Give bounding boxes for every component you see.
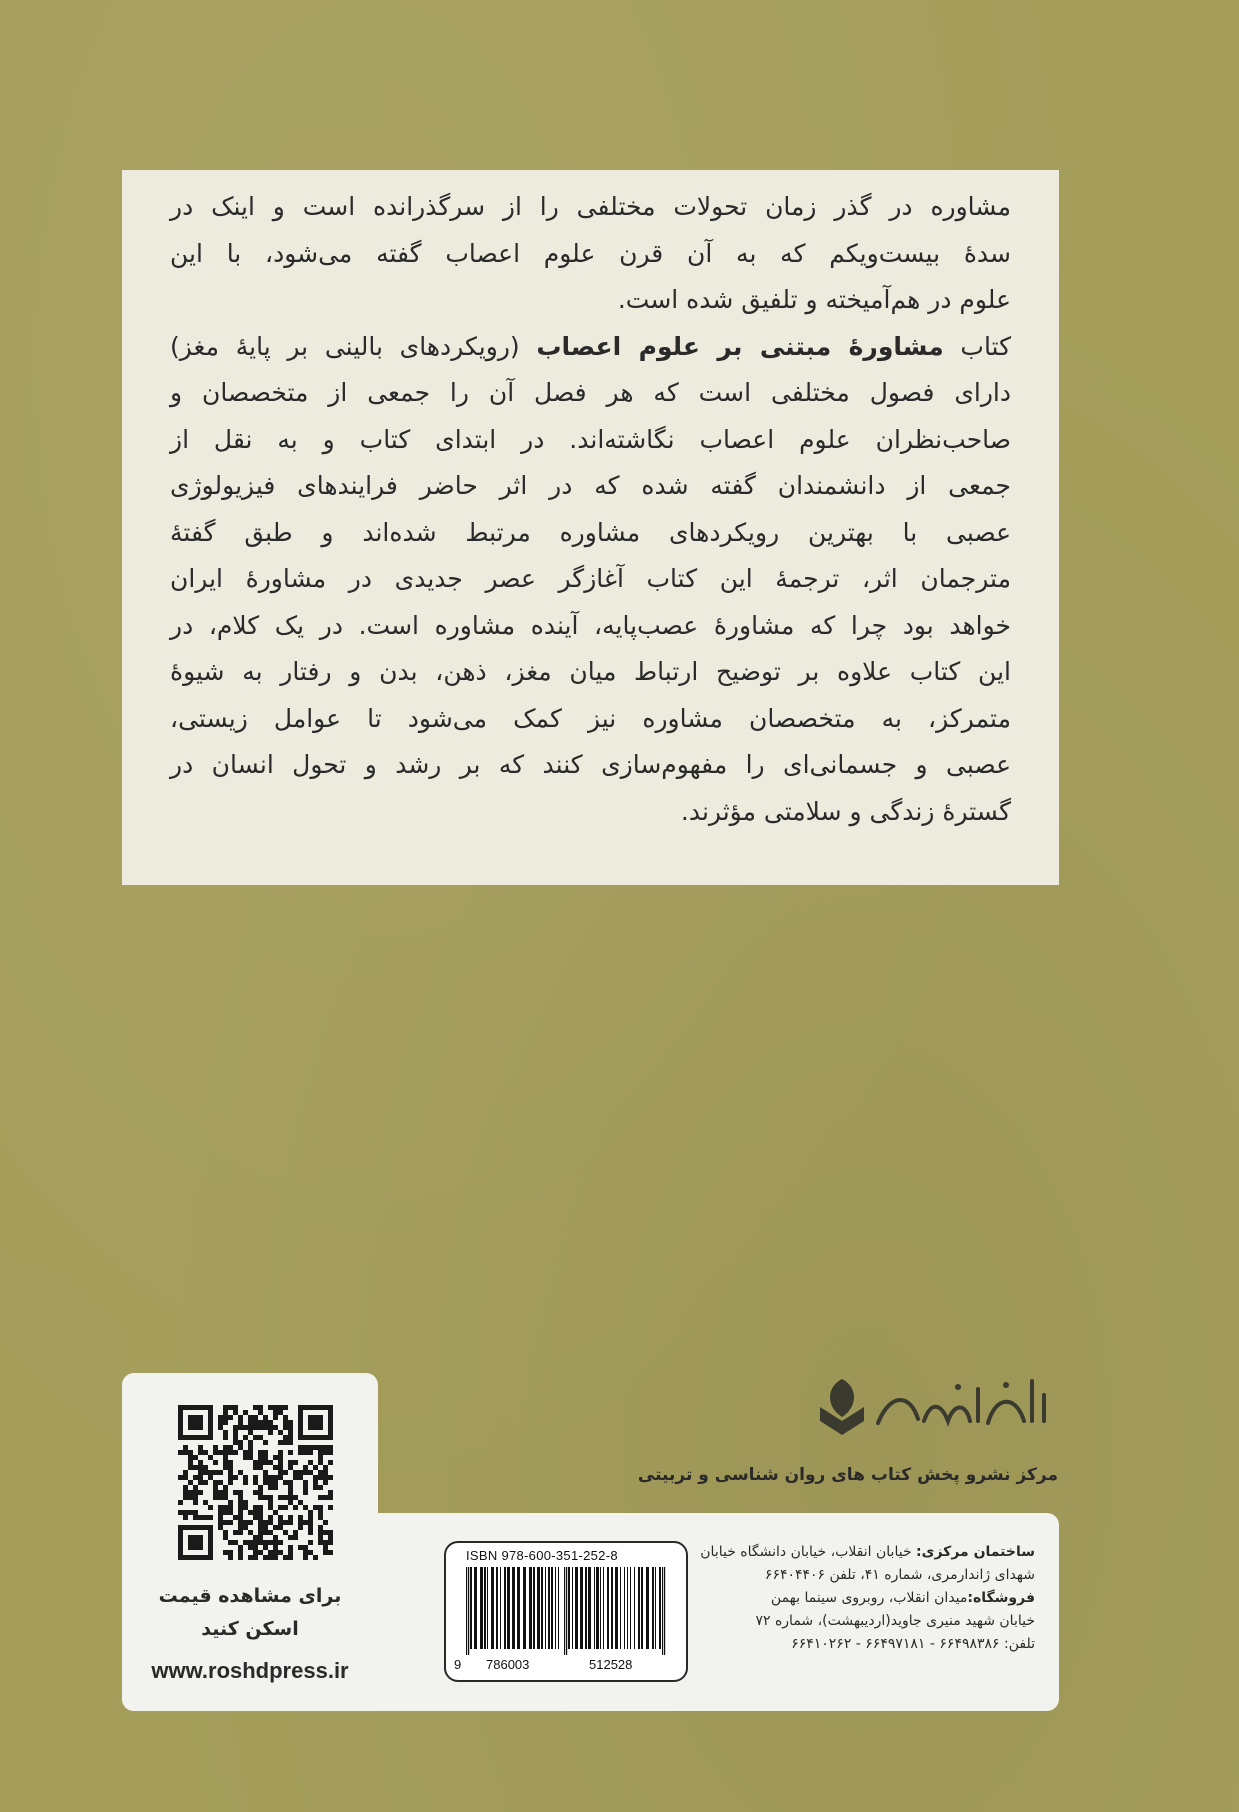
blurb-line: این کتاب علاوه بر توضیح ارتباط میان مغز، ذهن، بدن و رفتار به شیوهٔ <box>170 657 1011 686</box>
blurb-line: علوم در هم‌آمیخته و تلفیق شده است. <box>617 285 1011 314</box>
isbn-barcode <box>444 1541 688 1682</box>
blurb-line: سدهٔ بیست‌ویکم که به آن قرن علوم اعصاب گفته می‌شود، با این <box>170 238 1011 268</box>
store-address-cont: خیابان شهید منیری جاوید(اردیبهشت)، شماره ۷۲ <box>755 1613 1035 1629</box>
blurb-line: متمرکز، به متخصصان مشاوره نیز کمک می‌شود تا عوامل زیستی، <box>170 703 1011 733</box>
website-url[interactable]: www.roshdpress.ir <box>151 1658 349 1683</box>
blurb-prefix: کتاب <box>943 331 1012 361</box>
publisher-tagline: مرکز نشرو پخش کتاب های روان شناسی و تربیتی <box>637 1465 1058 1485</box>
book-subtitle: (رویکردهای بالینی بر پایهٔ مغز) <box>170 331 537 361</box>
blurb-line: عصبی با بهترین رویکردهای مشاوره مرتبط شده‌اند و طبق گفتهٔ <box>170 517 1011 547</box>
blurb-line: خواهد بود چرا که مشاورهٔ عصب‌پایه، آینده مشاوره است. در یک کلام، در <box>170 610 1011 640</box>
qr-caption-line2: اسکن کنید <box>201 1618 299 1640</box>
blurb-line: جمعی از دانشمندان گفته شده که در اثر حاضر فرایندهای فیزیولوژی <box>170 471 1011 500</box>
barcode-bars <box>464 1567 670 1655</box>
hq-address: خیابان انقلاب، خیابان دانشگاه خیابان <box>700 1544 917 1560</box>
barcode-digits-right: 512528 <box>589 1657 633 1672</box>
blurb-panel <box>122 170 1059 885</box>
hq-address-cont: شهدای ژاندارمری، شماره ۴۱، تلفن ۶۶۴۰۴۴۰۶ <box>764 1567 1035 1583</box>
blurb-line: دارای فصول مختلفی است که هر فصل آن را جمعی از متخصصان و <box>170 378 1011 407</box>
store-label: فروشگاه: <box>967 1590 1035 1606</box>
book-title: مشاورهٔ مبتنی بر علوم اعصاب <box>536 331 944 361</box>
blurb-line: عصبی و جسمانی‌ای را مفهوم‌سازی کنند که بر رشد و تحول انسان در <box>170 750 1011 779</box>
blurb-line: صاحب‌نظران علوم اعصاب نگاشته‌اند. در ابتدای کتاب و به نقل از <box>170 424 1011 454</box>
qr-caption-line1: برای مشاهده قیمت <box>158 1585 342 1607</box>
blurb-line: مشاوره در گذر زمان تحولات مختلفی را از سرگذرانده است و اینک در <box>170 192 1011 221</box>
qr-code[interactable] <box>178 1405 333 1560</box>
publisher-logo <box>820 1373 1060 1443</box>
blurb-line: گسترهٔ زندگی و سلامتی مؤثرند. <box>680 796 1011 826</box>
hq-label: ساختمان مرکزی: <box>916 1544 1035 1560</box>
blurb-line-with-title <box>170 324 1011 371</box>
publisher-contact <box>700 1541 1035 1656</box>
blurb-line: مترجمان اثر، ترجمهٔ این کتاب آغازگر عصر جدیدی در مشاورهٔ ایران <box>170 564 1011 593</box>
store-address: میدان انقلاب، روبروی سینما بهمن <box>770 1590 968 1606</box>
barcode-digits-left: 786003 <box>486 1657 530 1672</box>
barcode-digit-lead: 9 <box>454 1657 462 1672</box>
phone-numbers: تلفن: ۶۶۴۹۸۳۸۶ - ۶۶۴۹۷۱۸۱ - ۶۶۴۱۰۲۶۲ <box>791 1636 1035 1652</box>
isbn-number: ISBN 978-600-351-252-8 <box>466 1548 618 1563</box>
